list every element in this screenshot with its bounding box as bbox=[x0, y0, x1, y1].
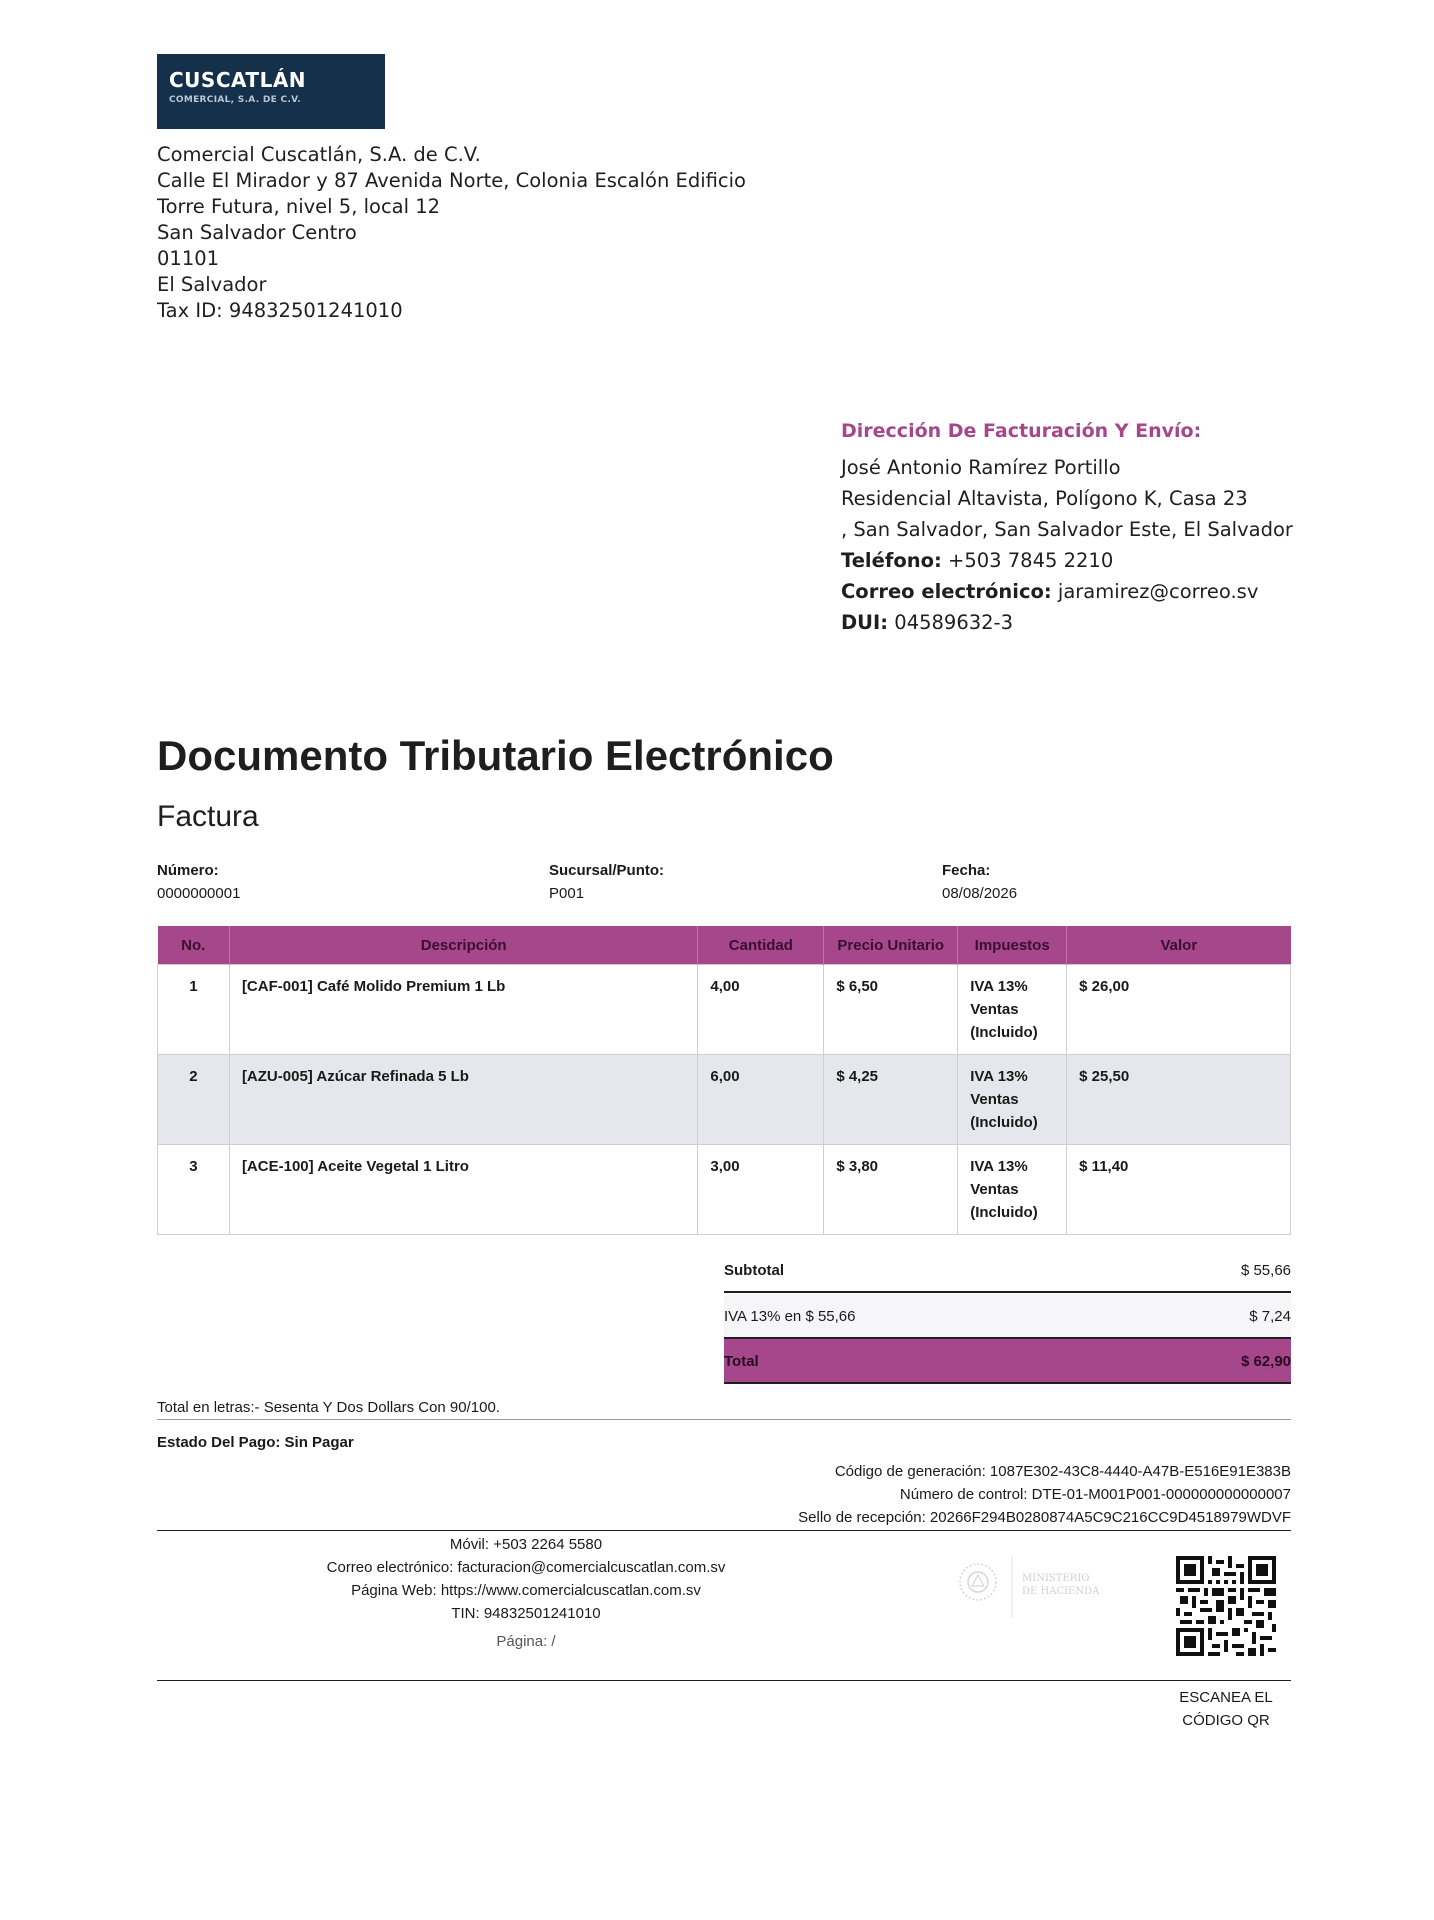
row-taxes bbox=[958, 1145, 1067, 1235]
table-row bbox=[158, 965, 1291, 1055]
customer-address-2: , San Salvador, San Salvador Este, El Salvador bbox=[841, 518, 1293, 541]
branch-value: P001 bbox=[549, 885, 585, 902]
header-taxes: Impuestos bbox=[958, 926, 1067, 965]
row-value: $ 25,50 bbox=[1067, 1055, 1291, 1145]
subtotal-value: $ 55,66 bbox=[1240, 1262, 1291, 1279]
email-label: Correo electrónico: bbox=[841, 580, 1052, 603]
customer-email bbox=[841, 576, 1293, 607]
tax-line: Ventas bbox=[970, 1091, 1019, 1108]
tax-line: Ventas bbox=[970, 1181, 1019, 1198]
row-unit-price: $ 4,25 bbox=[824, 1055, 958, 1145]
table-row bbox=[158, 1145, 1291, 1235]
tax-line: Ventas bbox=[970, 1001, 1019, 1018]
company-line: Comercial Cuscatlán, S.A. de C.V. bbox=[157, 143, 481, 166]
company-line: Calle El Mirador y 87 Avenida Norte, Colonia Escalón Edificio bbox=[157, 169, 746, 192]
row-description: [CAF-001] Café Molido Premium 1 Lb bbox=[229, 965, 697, 1055]
footer-email: Correo electrónico: facturacion@comercialcuscatlan.com.sv bbox=[326, 1559, 726, 1576]
row-value: $ 26,00 bbox=[1067, 965, 1291, 1055]
row-unit-price: $ 3,80 bbox=[824, 1145, 958, 1235]
row-value: $ 11,40 bbox=[1067, 1145, 1291, 1235]
logo-name: CUSCATLÁN bbox=[169, 68, 307, 92]
row-quantity: 4,00 bbox=[698, 965, 824, 1055]
row-unit-price: $ 6,50 bbox=[824, 965, 958, 1055]
subtotal-row bbox=[724, 1248, 1291, 1293]
iva-value: $ 7,24 bbox=[1249, 1308, 1291, 1325]
scan-line: CÓDIGO QR bbox=[1182, 1712, 1270, 1729]
row-no: 1 bbox=[158, 965, 230, 1055]
header-quantity: Cantidad bbox=[698, 926, 824, 965]
items-table bbox=[157, 926, 1291, 1235]
scan-line: ESCANEA EL bbox=[1179, 1689, 1273, 1706]
reception-seal: Sello de recepción: 20266F294B0280874A5C9C216CC9D4518979WDVF bbox=[798, 1509, 1291, 1526]
company-line: Torre Futura, nivel 5, local 12 bbox=[157, 195, 441, 218]
header-description: Descripción bbox=[229, 926, 697, 965]
iva-label: IVA 13% en $ 55,66 bbox=[724, 1308, 856, 1325]
generation-code: Código de generación: 1087E302-43C8-4440-A47B-E516E91E383B bbox=[834, 1463, 1291, 1480]
number-label: Número: bbox=[157, 862, 219, 879]
row-quantity: 3,00 bbox=[698, 1145, 824, 1235]
tax-line: (Incluido) bbox=[970, 1204, 1038, 1221]
row-taxes bbox=[958, 965, 1067, 1055]
hacienda-logo bbox=[950, 1552, 1120, 1624]
amount-in-words: Total en letras:- Sesenta Y Dos Dollars Con 90/100. bbox=[157, 1399, 500, 1416]
qr-code-icon bbox=[1176, 1556, 1276, 1656]
customer-dui bbox=[841, 607, 1293, 638]
customer-address-1: Residencial Altavista, Polígono K, Casa 23 bbox=[841, 487, 1248, 510]
hacienda-text bbox=[1022, 1572, 1099, 1598]
divider bbox=[157, 1680, 1291, 1681]
row-description: [ACE-100] Aceite Vegetal 1 Litro bbox=[229, 1145, 697, 1235]
footer-mobile: Móvil: +503 2264 5580 bbox=[449, 1536, 603, 1553]
billing-title: Dirección De Facturación Y Envío: bbox=[841, 420, 1202, 442]
phone-label: Teléfono: bbox=[841, 549, 942, 572]
logo-tagline: COMERCIAL, S.A. DE C.V. bbox=[169, 95, 301, 105]
iva-row bbox=[724, 1294, 1291, 1339]
header-no: No. bbox=[158, 926, 230, 965]
total-value: $ 62,90 bbox=[1240, 1353, 1291, 1370]
company-line: 01101 bbox=[157, 247, 220, 270]
divider bbox=[157, 1419, 1291, 1420]
divider bbox=[157, 1530, 1291, 1531]
tax-line: IVA 13% bbox=[970, 978, 1028, 995]
control-number: Número de control: DTE-01-M001P001-000000000000007 bbox=[899, 1486, 1291, 1503]
tax-line: (Incluido) bbox=[970, 1024, 1038, 1041]
company-address bbox=[157, 142, 746, 324]
footer-tin: TIN: 94832501241010 bbox=[451, 1605, 601, 1622]
header-value: Valor bbox=[1067, 926, 1291, 965]
company-logo bbox=[157, 54, 385, 129]
tax-line: (Incluido) bbox=[970, 1114, 1038, 1131]
row-description: [AZU-005] Azúcar Refinada 5 Lb bbox=[229, 1055, 697, 1145]
row-taxes bbox=[958, 1055, 1067, 1145]
branch-label: Sucursal/Punto: bbox=[549, 862, 665, 879]
document-subtitle: Factura bbox=[157, 800, 259, 833]
customer-name: José Antonio Ramírez Portillo bbox=[841, 456, 1121, 479]
dui-value: 04589632-3 bbox=[894, 611, 1013, 634]
email-value: jaramirez@correo.sv bbox=[1057, 580, 1259, 603]
table-header-row bbox=[158, 926, 1291, 965]
date-label: Fecha: bbox=[942, 862, 991, 879]
tax-line: IVA 13% bbox=[970, 1068, 1028, 1085]
dui-label: DUI: bbox=[841, 611, 889, 634]
company-line: Tax ID: 94832501241010 bbox=[157, 299, 403, 322]
company-line: El Salvador bbox=[157, 273, 267, 296]
footer-page: Página: / bbox=[496, 1633, 556, 1650]
scan-qr-caption bbox=[1150, 1686, 1302, 1732]
row-no: 3 bbox=[158, 1145, 230, 1235]
phone-value: +503 7845 2210 bbox=[948, 549, 1114, 572]
hacienda-line: DE HACIENDA bbox=[1022, 1586, 1100, 1597]
row-no: 2 bbox=[158, 1055, 230, 1145]
table-row bbox=[158, 1055, 1291, 1145]
document-title: Documento Tributario Electrónico bbox=[157, 732, 834, 779]
hacienda-line: MINISTERIO bbox=[1022, 1573, 1090, 1584]
total-label: Total bbox=[724, 1353, 759, 1370]
header-unit-price: Precio Unitario bbox=[824, 926, 958, 965]
total-row bbox=[724, 1339, 1291, 1384]
subtotal-label: Subtotal bbox=[724, 1262, 784, 1279]
payment-status: Estado Del Pago: Sin Pagar bbox=[157, 1434, 354, 1451]
tax-line: IVA 13% bbox=[970, 1158, 1028, 1175]
footer-web: Página Web: https://www.comercialcuscatlan.com.sv bbox=[351, 1582, 701, 1599]
billing-address bbox=[841, 420, 1293, 638]
date-value: 08/08/2026 bbox=[942, 885, 1018, 902]
row-quantity: 6,00 bbox=[698, 1055, 824, 1145]
number-value: 0000000001 bbox=[157, 885, 241, 902]
company-line: San Salvador Centro bbox=[157, 221, 357, 244]
customer-phone bbox=[841, 545, 1293, 576]
